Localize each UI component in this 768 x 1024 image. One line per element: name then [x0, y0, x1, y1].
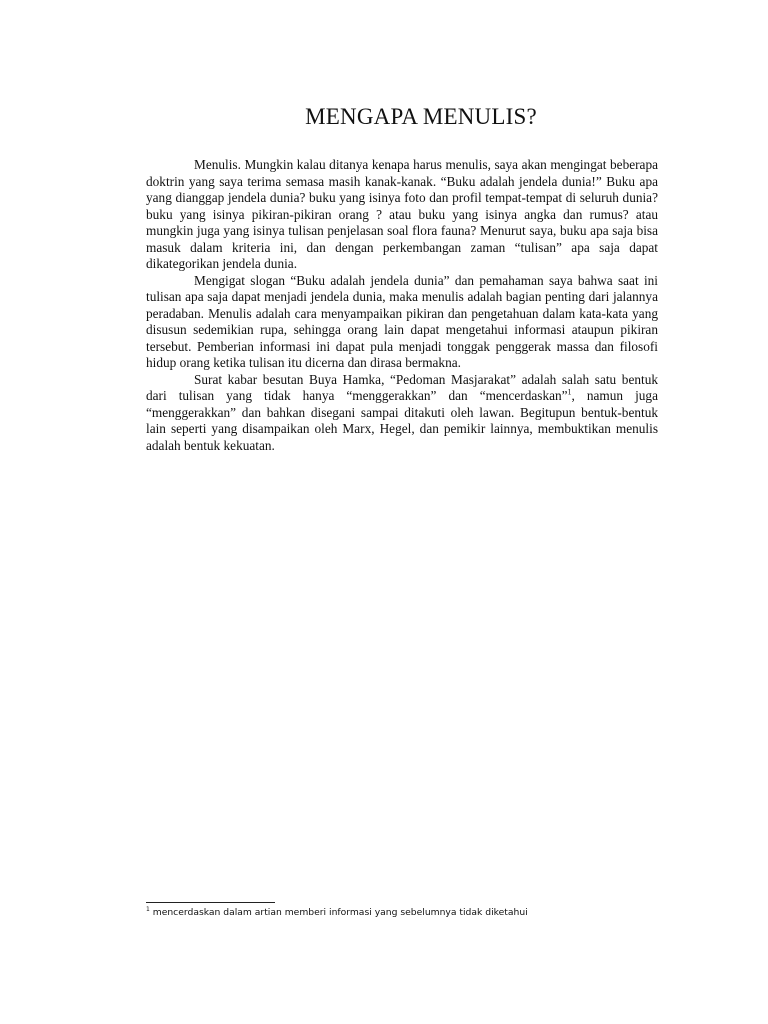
footnote-separator: [146, 902, 275, 903]
paragraph-3-text-before: Surat kabar besutan Buya Hamka, “Pedoman Masjarakat” adalah salah satu bentuk dari tulisan yang tidak hanya “menggerakkan” dan “mencerdaskan”: [146, 371, 658, 403]
footnote-number: 1: [146, 905, 150, 913]
paragraph-2: Mengigat slogan “Buku adalah jendela dunia” dan pemahaman saya bahwa saat ini tulisan apa saja dapat menjadi jendela dunia, maka menulis adalah bagian penting dari jalannya peradaban. Menulis adalah cara menyampaikan pikiran dan pengetahuan dalam kata-kata yang disusun sedemikian rupa, sehingga orang lain dapat mengetahui informasi ataupun pikiran tersebut. Pemberian informasi ini dapat pula menjadi tonggak penggerak massa dan filosofi hidup orang ketika tulisan itu dicerna dan dirasa bermakna.: [146, 272, 658, 370]
footnote: [146, 907, 706, 919]
footnote-reference[interactable]: 1: [567, 387, 572, 397]
footnote-text: mencerdaskan dalam artian memberi informasi yang sebelumnya tidak diketahui: [152, 907, 528, 918]
paragraph-3: [146, 372, 658, 455]
document-body: [146, 157, 658, 454]
document-title: MENGAPA MENULIS?: [305, 104, 537, 129]
paragraph-3-text-after: , namun juga “menggerakkan” dan bahkan disegani sampai ditakuti oleh lawan. Begitupun bentuk-bentuk lain seperti yang disampaikan oleh Marx, Hegel, dan pemikir lainnya, membuktikan menulis adalah bentuk kekuatan.: [146, 388, 658, 453]
paragraph-1: Menulis. Mungkin kalau ditanya kenapa harus menulis, saya akan mengingat beberapa doktrin yang saya terima semasa masih kanak-kanak. “Buku adalah jendela dunia!” Buku apa yang dianggap jendela dunia? buku yang isinya foto dan profil tempat-tempat di seluruh dunia? buku yang isinya pikiran-pikiran orang ? atau buku yang isinya angka dan rumus? atau mungkin juga yang isinya tulisan penjelasan soal flora fauna? Menurut saya, buku apa saja bisa masuk dalam kriteria ini, dan dengan perkembangan zaman “tulisan” apa saja dapat dikategorikan jendela dunia.: [146, 157, 658, 271]
